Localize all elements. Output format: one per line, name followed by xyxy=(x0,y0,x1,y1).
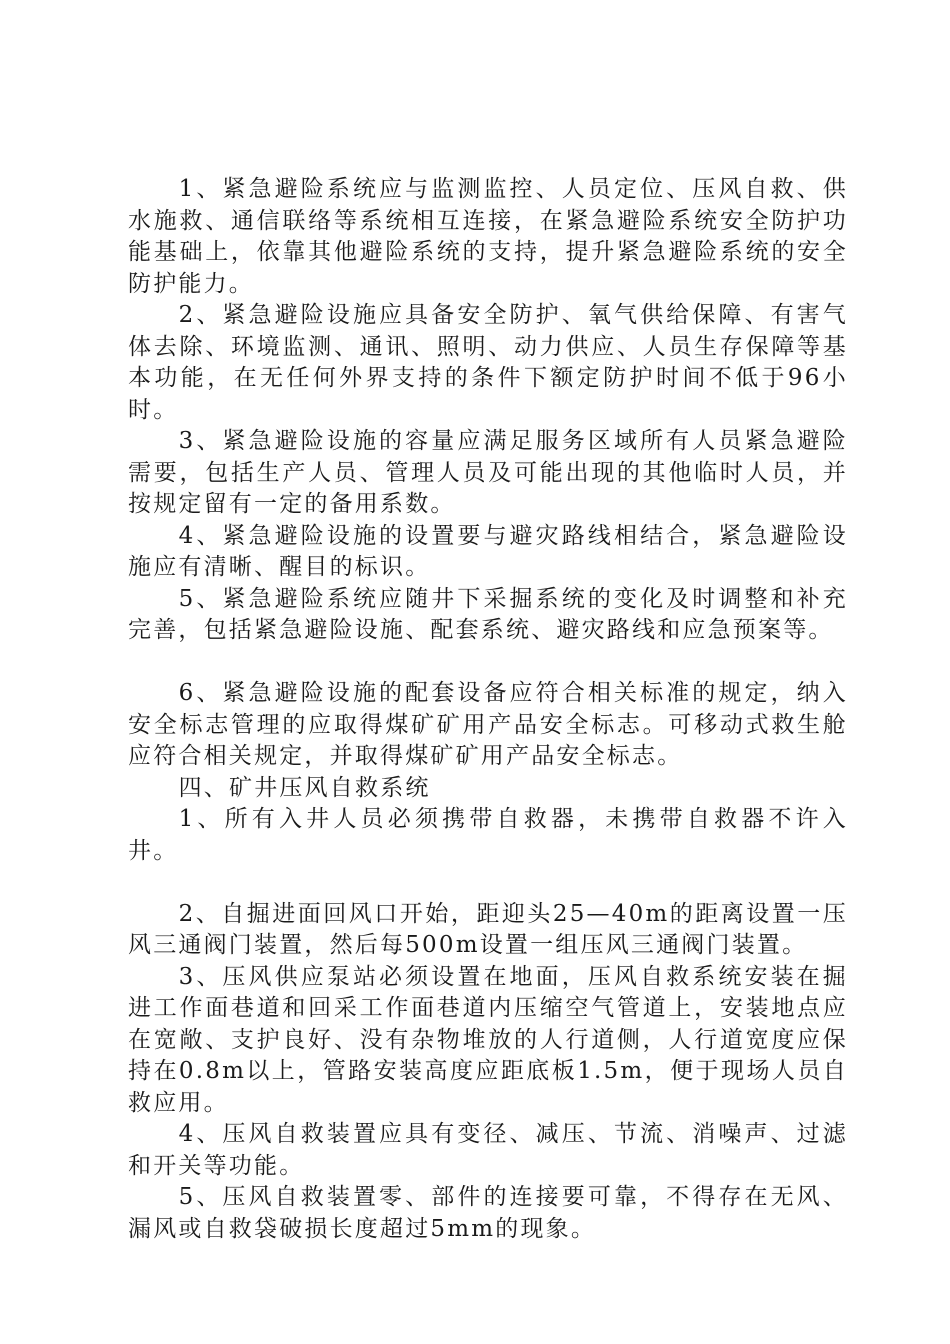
paragraph-5: 5、紧急避险系统应随井下采掘系统的变化及时调整和补充完善，包括紧急避险设施、配套系统、避灾路线和应急预案等。 xyxy=(128,585,848,643)
paragraph-1: 1、紧急避险系统应与监测监控、人员定位、压风自救、供水施救、通信联络等系统相互连接，在紧急避险系统安全防护功能基础上，依靠其他避险系统的支持，提升紧急避险系统的安全防护能力。 xyxy=(128,176,848,297)
paragraph-7: 1、所有入井人员必须携带自救器，未携带自救器不许入井。 xyxy=(128,806,848,864)
paragraph-4: 4、紧急避险设施的设置要与避灾路线相结合，紧急避险设施应有清晰、醒目的标识。 xyxy=(128,522,848,580)
paragraph-8: 2、自掘进面回风口开始，距迎头25—40m的距离设置一压风三通阀门装置，然后每500m设置一组压风三通阀门装置。 xyxy=(128,900,848,958)
section-heading: 四、矿井压风自救系统 xyxy=(178,774,431,801)
paragraph-11: 5、压风自救装置零、部件的连接要可靠，不得存在无风、漏风或自救袋破损长度超过5mm的现象。 xyxy=(128,1184,848,1242)
paragraph-3: 3、紧急避险设施的容量应满足服务区域所有人员紧急避险需要，包括生产人员、管理人员及可能出现的其他临时人员，并按规定留有一定的备用系数。 xyxy=(128,428,848,517)
paragraph-2: 2、紧急避险设施应具备安全防护、氧气供给保障、有害气体去除、环境监测、通讯、照明、动力供应、人员生存保障等基本功能，在无任何外界支持的条件下额定防护时间不低于96小时。 xyxy=(128,302,848,423)
paragraph-9: 3、压风供应泵站必须设置在地面，压风自救系统安装在掘进工作面巷道和回采工作面巷道内压缩空气管道上，安装地点应在宽敞、支护良好、没有杂物堆放的人行道侧，人行道宽度应保持在0.8m以上，管路安装高度应距底板1.5m，便于现场人员自救应用。 xyxy=(128,963,848,1116)
document-body xyxy=(128,174,848,1245)
paragraph-10: 4、压风自救装置应具有变径、减压、节流、消噪声、过滤和开关等功能。 xyxy=(128,1121,848,1179)
paragraph-6: 6、紧急避险设施的配套设备应符合相关标准的规定，纳入安全标志管理的应取得煤矿矿用产品安全标志。可移动式救生舱应符合相关规定，并取得煤矿矿用产品安全标志。 xyxy=(128,680,848,769)
